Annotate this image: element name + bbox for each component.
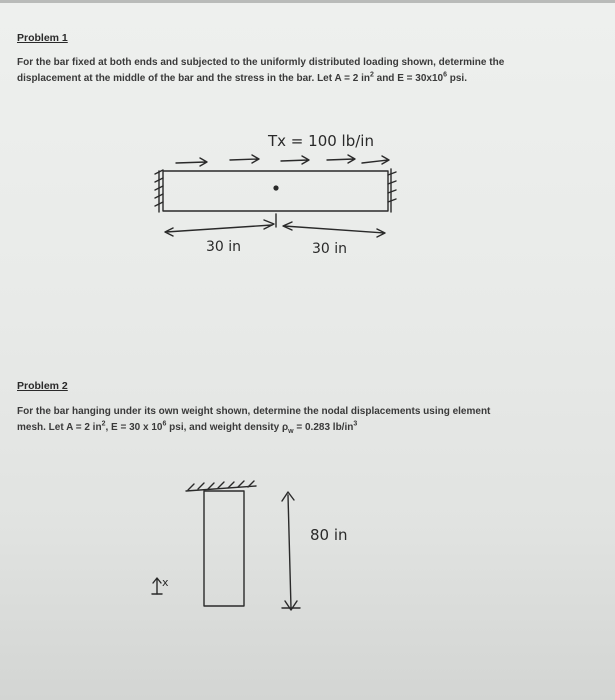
left-length-label: 30 in: [206, 239, 242, 255]
ceiling-support: [186, 481, 256, 491]
problem1-line2-pre: displacement at the middle of the bar and the stress in the bar. Let A = 2 in: [17, 73, 370, 84]
problem2-line2-mid1: , E = 30 x 10: [105, 422, 163, 433]
problem1-modulus-exponent: 6: [443, 71, 447, 79]
problem2-line2-pre: mesh. Let A = 2 in: [17, 422, 102, 433]
dimension-lines: [165, 220, 385, 237]
problem2-density-exponent: 3: [353, 420, 358, 428]
problem1-area-exponent: 2: [369, 71, 374, 79]
problem2-modulus-exponent: 6: [162, 420, 167, 428]
problem2-line2-mid2: psi, and weight density ρ: [166, 422, 289, 433]
x-axis-indicator: [152, 578, 162, 594]
x-axis-label: x: [162, 576, 169, 589]
problem2-figure: [152, 481, 348, 610]
bar-element: [163, 171, 388, 211]
bar-length-label: 80 in: [310, 526, 348, 544]
right-fixed-support: [388, 169, 396, 212]
problem2-line2-mid3: = 0.283 lb/in: [293, 422, 354, 433]
midpoint-dot: [273, 185, 278, 190]
length-dimension: [282, 492, 300, 610]
problem2-heading: Problem 2: [17, 380, 68, 392]
distributed-load-label: Tx = 100 lb/in: [268, 132, 374, 150]
problem2-density-subscript: w: [288, 428, 294, 435]
problem1-figure: [155, 132, 396, 257]
left-fixed-support: [155, 170, 163, 212]
problem1-line1: For the bar fixed at both ends and subjected to the uniformly distributed loading shown, determine the: [17, 57, 505, 68]
hanging-bar: [204, 491, 244, 606]
problem1-line2-post: psi.: [446, 73, 467, 84]
load-arrows: [176, 155, 389, 166]
problem1-line2-mid: and E = 30x10: [373, 73, 444, 84]
problem2-line1: For the bar hanging under its own weight shown, determine the nodal displacements using element: [17, 406, 491, 417]
problem1-heading: Problem 1: [17, 32, 68, 44]
problem2-area-exponent: 2: [101, 420, 106, 428]
right-length-label: 30 in: [312, 241, 348, 257]
